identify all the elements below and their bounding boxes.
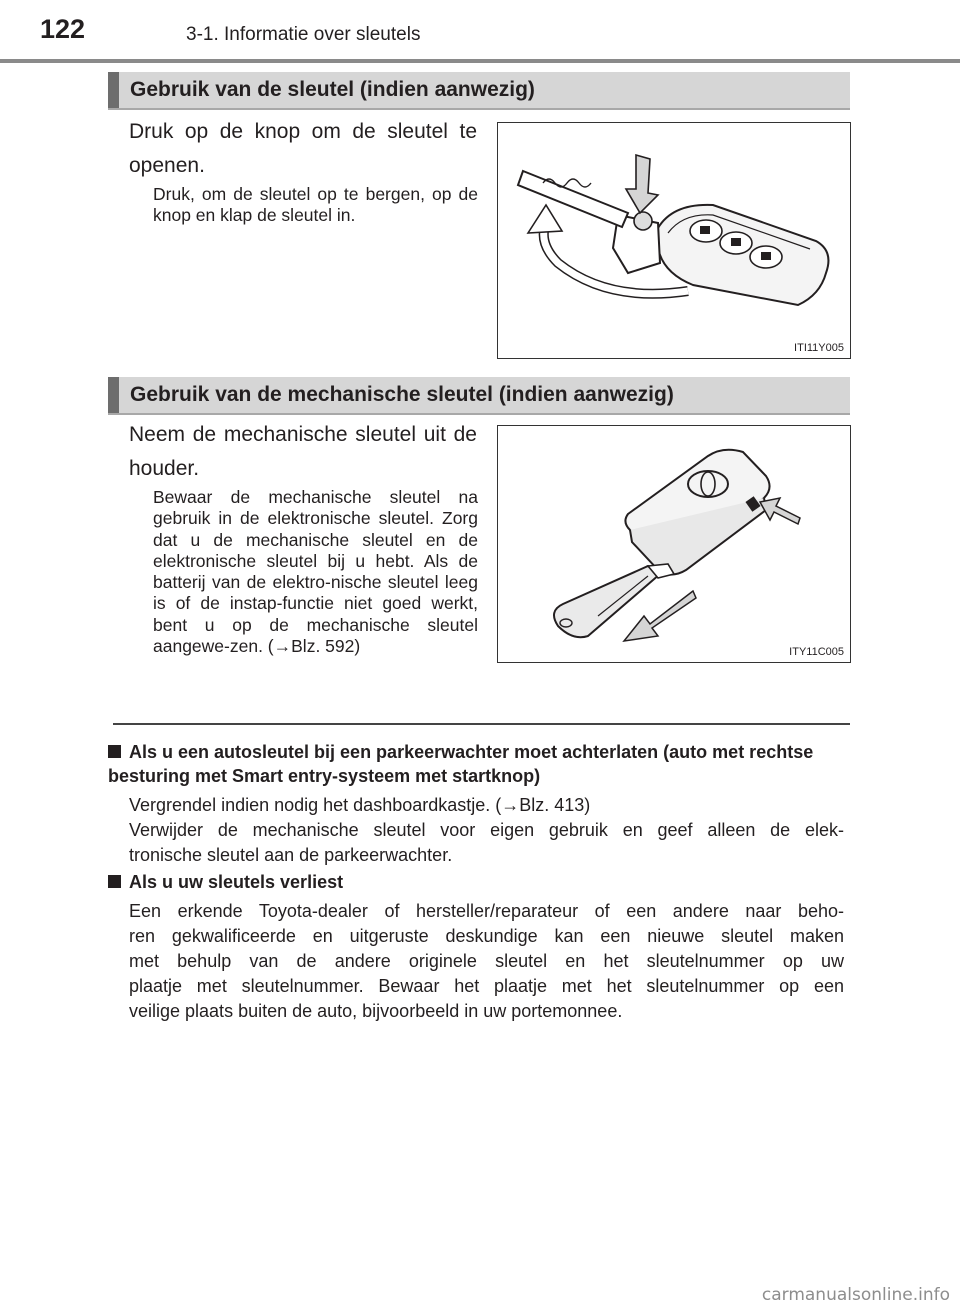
watermark: carmanualsonline.info [761, 1285, 950, 1305]
note-line: met behulp van de andere originele sleutel en het sleutelnummer op uw [129, 951, 844, 971]
figure-code: ITY11C005 [789, 646, 844, 658]
figure-flip-key [497, 122, 851, 359]
note-line: ren gekwalificeerde en uitgeruste deskundige kan een nieuwe sleutel maken [129, 926, 844, 946]
section-heading-key-usage [108, 72, 850, 110]
note-title-valet: Als u een autosleutel bij een parkeerwachter moet achterlaten (auto met rechtse besturing met Smart entry-systeem met startknop) [108, 742, 814, 786]
section-divider [113, 723, 850, 725]
header-rule [0, 59, 960, 63]
mechanical-key-illustration [498, 426, 850, 662]
instruction-text: Druk op de knop om de sleutel te openen. [129, 120, 477, 177]
note-line: veilige plaats buiten de auto, bijvoorbeeld in uw portemonnee. [129, 1001, 623, 1021]
instruction-text: Neem de mechanische sleutel uit de houder. [129, 423, 477, 480]
square-bullet-icon [108, 745, 121, 758]
note-line: tronische sleutel aan de parkeerwachter. [129, 845, 453, 865]
instruction-subtext: Druk, om de sleutel op te bergen, op de knop en klap de sleutel in. [153, 184, 478, 226]
section-heading-text: Gebruik van de sleutel (indien aanwezig) [130, 78, 535, 101]
heading-bar [108, 377, 119, 413]
heading-bar [108, 72, 119, 108]
note-line: Verwijder de mechanische sleutel voor eigen gebruik en geef alleen de elek- [129, 820, 844, 840]
note-title-lost-keys: Als u uw sleutels verliest [108, 870, 853, 894]
square-bullet-icon [108, 875, 121, 888]
note-line: Vergrendel indien nodig het dashboardkastje. (→Blz. 413) [129, 795, 591, 815]
chapter-title: 3-1. Informatie over sleutels [186, 24, 421, 45]
note-line: Een erkende Toyota-dealer of hersteller/reparateur of een andere naar beho- [129, 901, 844, 921]
section-heading-mechanical-key [108, 377, 850, 415]
figure-mechanical-key [497, 425, 851, 663]
note-body-lost-keys [129, 899, 844, 1024]
section-heading-text: Gebruik van de mechanische sleutel (indien aanwezig) [130, 383, 674, 406]
page-number: 122 [40, 14, 86, 44]
note-body-valet [129, 793, 844, 868]
note-line: plaatje met sleutelnummer. Bewaar het plaatje met het sleutelnummer op een [129, 976, 844, 996]
instruction-subtext: Bewaar de mechanische sleutel na gebruik in de elektronische sleutel. Zorg dat u de mechanische sleutel en de elektronische sleutel bij u hebt. Als de batterij van de elektro-nische sleutel leeg is of de instap-functie niet goed werkt, bent u op de mechanische sleutel aangewe-zen. (→Blz. 592) [153, 487, 478, 657]
figure-code: ITI11Y005 [794, 342, 844, 354]
flip-key-illustration [498, 123, 850, 358]
